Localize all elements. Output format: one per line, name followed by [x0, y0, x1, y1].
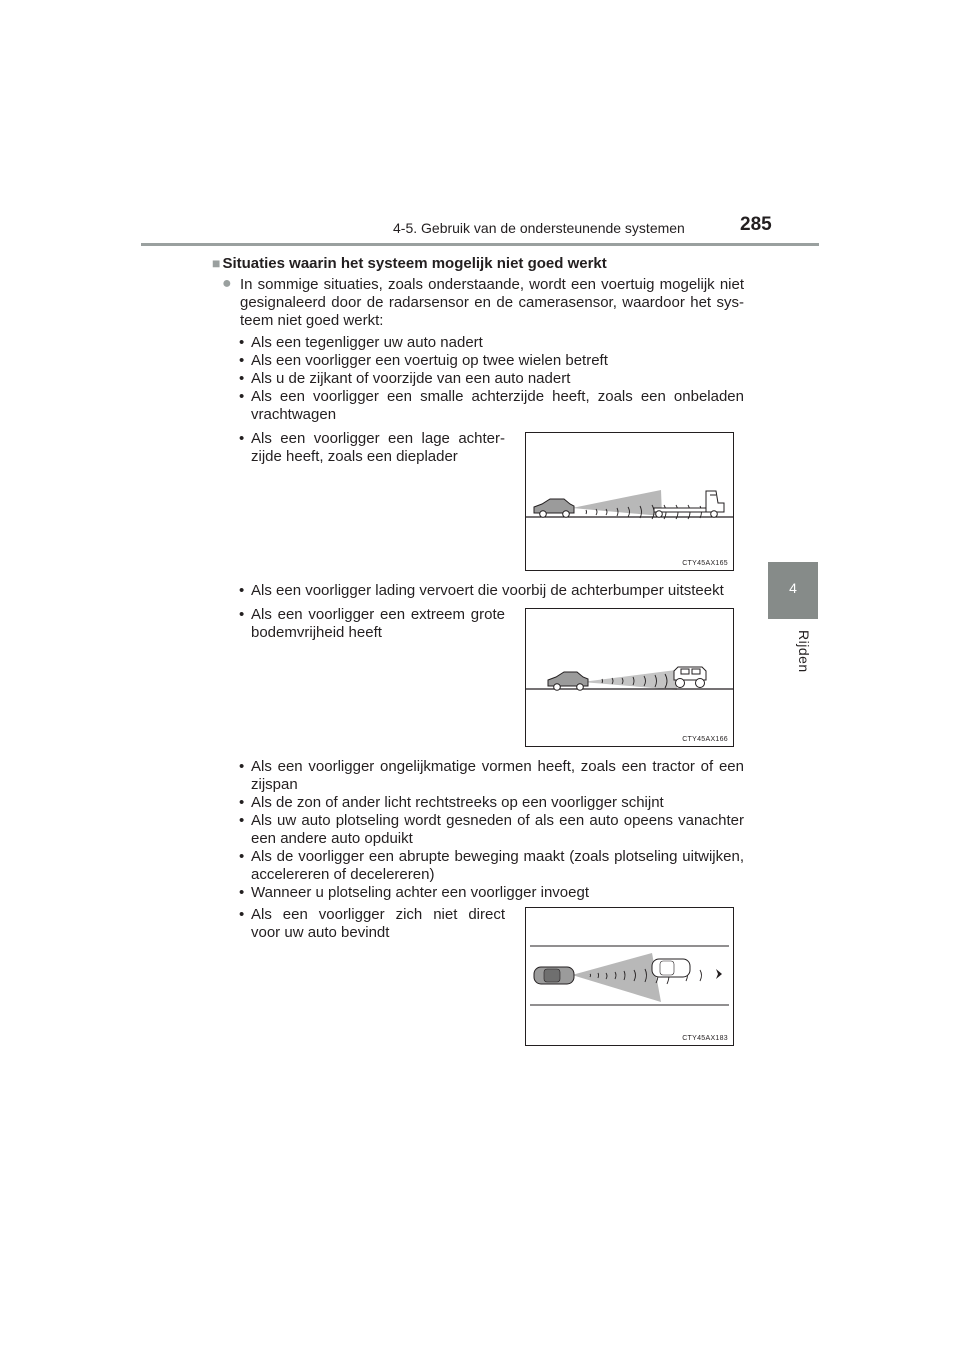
offset-vehicle-illustration [526, 908, 733, 1045]
list-item: Als een voorligger een voertuig op twee wielen betreft [251, 352, 608, 369]
chapter-label: Rijden [796, 630, 812, 673]
list-item: Als de voorligger een abrupte beweging maakt (zoals plotseling uitwijken, [251, 848, 744, 865]
figure-high-ground-clearance [525, 608, 734, 747]
offset-car-top-icon [652, 959, 690, 977]
list-item: Als een voorligger een smalle achterzijde heeft, zoals een onbeladen [251, 388, 744, 405]
list-item: Als een voorligger lading vervoert die voorbij de achterbumper uitsteekt [251, 582, 724, 599]
bullet-icon: • [239, 794, 245, 811]
own-car-icon [534, 499, 574, 517]
section-heading [212, 254, 607, 273]
bullet-icon: • [239, 812, 245, 829]
list-item: Als een tegenligger uw auto nadert [251, 334, 483, 351]
list-item: Als een voorligger een lage achter- [251, 430, 505, 447]
own-car-top-icon [534, 967, 574, 984]
list-item: Als een voorligger zich niet direct [251, 906, 505, 923]
section-title: 4-5. Gebruik van de ondersteunende systemen [393, 220, 685, 236]
bullet-icon: • [239, 388, 245, 405]
list-item-continued: voor uw auto bevindt [251, 924, 390, 941]
bullet-icon: • [239, 758, 245, 775]
list-item: Wanneer u plotseling achter een voorligger invoegt [251, 884, 589, 901]
list-item: Als u de zijkant of voorzijde van een auto nadert [251, 370, 571, 387]
square-bullet-icon: ■ [212, 255, 221, 271]
chapter-tab [768, 562, 818, 619]
bullet-icon: • [239, 906, 245, 923]
figure-code: CTY45AX165 [682, 560, 728, 567]
intro-line-2: gesignaleerd door de radarsensor en de camerasensor, waardoor het sys- [240, 294, 744, 311]
header-divider [141, 243, 819, 246]
bullet-icon: • [239, 582, 245, 599]
list-item-continued: accelereren of decelereren) [251, 866, 435, 883]
radar-arrowhead-icon [716, 969, 722, 979]
intro-line-3: teem niet goed werkt: [240, 312, 384, 329]
list-item: Als uw auto plotseling wordt gesneden of als een auto opeens vanachter [251, 812, 744, 829]
low-loader-truck-icon [654, 491, 724, 517]
list-item-continued: bodemvrijheid heeft [251, 624, 382, 641]
bullet-icon: • [239, 430, 245, 447]
low-rear-illustration [526, 433, 733, 570]
list-item: Als de zon of ander licht rechtstreeks op een voorligger schijnt [251, 794, 664, 811]
high-suv-icon [674, 667, 706, 688]
high-clearance-illustration [526, 609, 733, 746]
bullet-icon: • [239, 334, 245, 351]
chapter-number: 4 [789, 580, 797, 596]
page-number: 285 [740, 214, 772, 235]
list-item-continued: een andere auto opduikt [251, 830, 413, 847]
list-item-continued: zijspan [251, 776, 298, 793]
list-item: Als een voorligger een extreem grote [251, 606, 505, 623]
list-item-continued: zijde heeft, zoals een dieplader [251, 448, 458, 465]
figure-low-rear-vehicle [525, 432, 734, 571]
list-item: Als een voorligger ongelijkmatige vormen heeft, zoals een tractor of een [251, 758, 744, 775]
figure-code: CTY45AX183 [682, 1035, 728, 1042]
round-bullet-icon: ● [222, 275, 232, 292]
figure-code: CTY45AX166 [682, 736, 728, 743]
own-car-icon [548, 672, 588, 690]
section-heading-text: Situaties waarin het systeem mogelijk niet goed werkt [222, 255, 607, 272]
bullet-icon: • [239, 370, 245, 387]
bullet-icon: • [239, 352, 245, 369]
figure-offset-vehicle [525, 907, 734, 1046]
list-item-continued: vrachtwagen [251, 406, 337, 423]
bullet-icon: • [239, 848, 245, 865]
bullet-icon: • [239, 606, 245, 623]
intro-line-1: In sommige situaties, zoals onderstaande, wordt een voertuig mogelijk niet [240, 276, 744, 293]
bullet-icon: • [239, 884, 245, 901]
